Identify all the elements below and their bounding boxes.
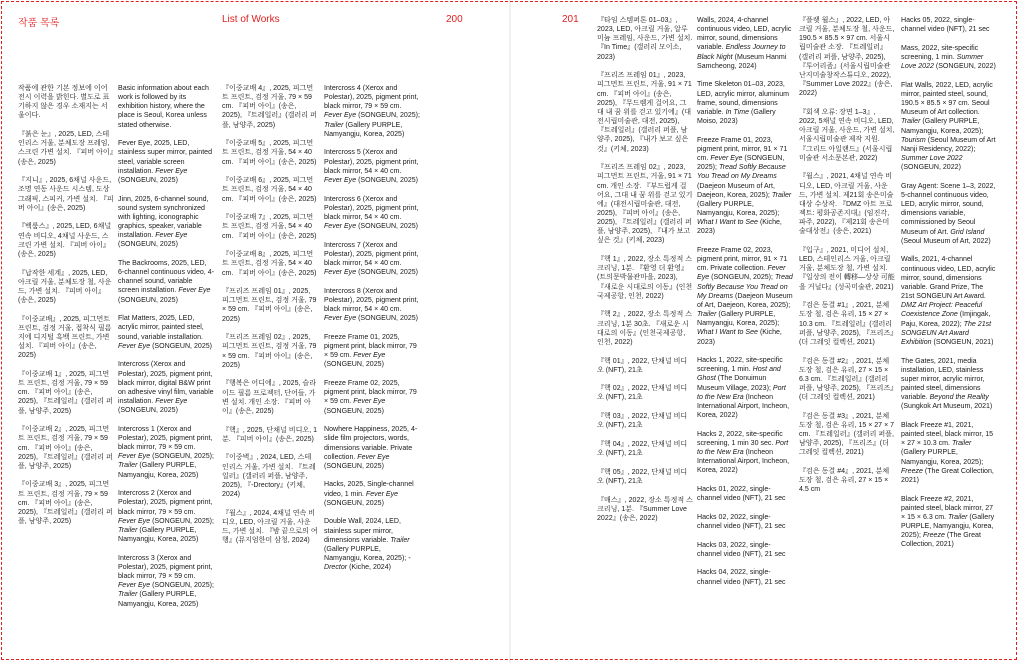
entry-text: The Gates, 2021, media installation, LED, stainless super mirror, acrylic mirror, painted steel, dimensions variable.: [901, 357, 985, 402]
work-entry: [597, 16, 693, 62]
entry-text: (Kiche, 2024): [347, 564, 391, 572]
column-english-4: [901, 16, 997, 559]
entry-text: 『핵 02』, 2022, 단채널 비디오 (NFT), 21초: [597, 385, 688, 402]
entry-text: (The Donuimun Museum Village, 2023);: [697, 375, 773, 392]
entry-text: (Gallery PURPLE, Namyangju, Korea, 2025);: [324, 545, 409, 563]
entry-text: Flat Walls, 2022, LED, acrylic mirror, painted steel, sound, 190.5 × 85.5 × 97 cm. Seoul Museum of Art collection.: [901, 81, 993, 117]
entry-text: Intercross 3 (Xerox and Polestar), 2025, pigment print, black mirror, 79 × 59 cm.: [118, 554, 213, 581]
section-title-korean: 작품 목록: [18, 18, 60, 29]
exhibition-title: Fever Eye: [697, 265, 786, 282]
exhibition-title: Summer Love 2022: [901, 53, 984, 71]
exhibition-title: Trailer: [324, 121, 344, 129]
work-entry: [18, 176, 114, 213]
entry-text: 『지니』, 2025, 6채널 사운드, 조명 연동 사운드 시스템, 도상 그래픽, 스피커, 가변 설치. 『피버 아이』(송은, 2025): [18, 177, 114, 212]
entry-text: 『프리즈 프레임 01』, 2025, 피그먼트 프린트, 검정 거울, 79 × 59 cm. 『피버 아이』(송은, 2025): [222, 288, 317, 323]
entry-text: (SONGEUN, 2025);: [150, 582, 214, 590]
entry-text: Jinn, 2025, 6-channel sound, sound system synchronized with lighting, iconographic graphics, speaker, variable installation.: [118, 195, 209, 240]
exhibition-title: Fever Eye: [155, 398, 188, 406]
work-entry: [697, 246, 793, 347]
work-entry: [324, 333, 420, 370]
work-entry: [18, 370, 114, 416]
work-entry: [799, 16, 895, 98]
exhibition-title: Fever Eye: [353, 352, 386, 360]
exhibition-title: Fever Eye: [365, 490, 399, 498]
entry-text: (SONGEUN, 2025);: [356, 112, 420, 120]
entry-text: (Sungkok Art Museum, 2021): [901, 403, 993, 411]
entry-text: (Imjingak, Paju, Korea, 2022);: [901, 311, 991, 328]
entry-text: 『이중교배 2』, 2025, 피그먼트 프린트, 검정 거울, 79 × 59 cm. 『피버 아이』(송은, 2025), 『트레일러』(갤러리 퍼플, 남양주, 2025): [18, 426, 113, 470]
work-entry: [799, 172, 895, 236]
work-entry: [18, 84, 114, 121]
exhibition-title: Fever Eye: [353, 398, 386, 406]
work-entry: [324, 241, 420, 278]
entry-text: Hacks 01, 2022, single-channel video (NFT), 21 sec: [697, 486, 786, 503]
work-entry: [118, 314, 214, 351]
entry-text: 『이중교배 1』, 2025, 피그먼트 프린트, 검정 거울, 79 × 59 cm. 『피버 아이』(송은, 2025), 『트레일러』(갤러리 퍼플, 남양주, 2025): [18, 370, 113, 415]
exhibition-title: Fever Eye: [118, 453, 151, 461]
entry-text: Hacks, 2025, Single-channel video, 1 min.: [324, 481, 414, 498]
work-entry: [799, 246, 895, 292]
work-entry: [18, 130, 114, 167]
entry-text: (SONGEUN, 2025);: [709, 274, 775, 282]
entry-text: (SONGEUN, 2025): [356, 269, 418, 277]
work-entry: [697, 430, 793, 476]
work-entry: [324, 195, 420, 232]
entry-text: Intercross 1 (Xerox and Polestar), 2025, pigment print, black mirror, 79 × 59 cm.: [118, 425, 213, 452]
work-entry: [901, 495, 997, 550]
entry-text: Mass, 2022, site-specific screening, 1 min.: [901, 44, 979, 61]
work-entry: [799, 467, 895, 494]
entry-text: Intercross 5 (Xerox and Polestar), 2025, pigment print, black mirror, 54 × 40 cm.: [324, 149, 419, 175]
work-entry: [118, 195, 214, 250]
entry-text: (Seoul Museum of Art Nanji Residency, 2022);: [901, 136, 996, 153]
work-entry: [799, 108, 895, 163]
entry-text: Time Skeleton 01–03, 2023, LED, acrylic mirror, aluminum frame, sound, dimensions variable.: [697, 81, 790, 116]
entry-text: 『검은 동결 #3』, 2021, 분체도장 철, 검은 유리, 15 × 27 × 7 cm. 『트레일러』(갤러리 퍼플, 남양주, 2025), 『프리즈』(더 그레잇 컬렉션, 2021): [799, 412, 895, 457]
work-entry: [324, 425, 420, 471]
entry-text: (Gallery PURPLE, Namyangju, Korea, 2025);: [901, 449, 984, 466]
entry-text: (Gallery PURPLE, Namyangju, Korea, 2025): [118, 526, 199, 544]
entry-text: (SONGEUN, 2021): [931, 338, 994, 346]
exhibition-title: Fever Eye: [357, 453, 390, 461]
entry-text: 『검은 동결 #2』, 2021, 분체도장 철, 검은 유리, 27 × 15 × 6.3 cm. 『트레일러』(갤러리 퍼플, 남양주, 2025), 『프리즈』(더 그레잇 컬렉션, 2021): [799, 357, 894, 402]
entry-text: 『핵 2』, 2022, 장소 특정적 스크리닝, 1분 30초. 『새로운 시대로의 이동』(인천국제공항, 인천, 2022): [597, 311, 693, 346]
work-entry: [118, 259, 214, 305]
work-entry: [222, 379, 318, 416]
exhibition-title: Fever Eye: [324, 112, 357, 120]
work-entry: [901, 44, 997, 71]
work-entry: [18, 269, 114, 306]
exhibition-title: Fever Eye: [178, 287, 211, 295]
entry-text: (SONGEUN, 2025): [324, 407, 384, 415]
work-entry: [18, 315, 114, 361]
entry-text: Intercross 8 (Xerox and Polestar), 2025, pigment print, black mirror, 54 × 40 cm.: [324, 287, 419, 314]
entry-text: Freeze Frame 01, 2023, pigment print, mirror, 91 × 71 cm.: [697, 136, 788, 163]
exhibition-title: Port to the New Era: [697, 384, 786, 401]
column-korean-1: [18, 84, 114, 536]
entry-text: 『백룸스』, 2025, LED, 6채널 연속 비디오, 4채널 사운드, 스크린 가변 설치. 『피버 아이』(송은, 2025): [18, 223, 112, 258]
exhibition-title: Tourism: [901, 136, 926, 144]
work-entry: [597, 163, 693, 245]
entry-text: 『납작한 세계』, 2025, LED, 아크릴 거울, 분체도장 철, 사운드, 가변 설치. 『피버 아이』(송은, 2025): [18, 269, 112, 304]
work-entry: [222, 250, 318, 277]
entry-text: 『이중교배 6』, 2025, 피그먼트 프린트, 검정 거울, 54 × 40 cm. 『피버 아이』(송은, 2025): [222, 177, 317, 203]
entry-text: (SONGEUN, 2025): [324, 499, 384, 507]
work-entry: [324, 287, 420, 324]
work-entry: [697, 356, 793, 420]
entry-text: 『플랫 월스』, 2022, LED, 아크릴 거울, 분체도장 철, 사운드, 190.5 × 85.5 × 97 cm. 서울시립미술관 소장. 『트레일러』(갤러리 퍼플, 남양주, 2025), 『투어리즘』(서울시립미술관 난지미술창작스튜디오, 2022), 『Summer Love 2022』(송은, 2022): [799, 17, 895, 98]
entry-text: Flat Matters, 2025, LED, acrylic mirror, painted steel, sound, variable installation.: [118, 315, 204, 341]
exhibition-title: Tread Softly Because You Tread on My Dreams: [697, 274, 793, 300]
entry-text: (SONGEUN, 2025): [324, 462, 384, 470]
entry-text: 『이중교배』, 2025, 피그먼트 프린트, 검정 거울, 접착식 필름지에 디지털 흑백 프린트, 가변 설치. 『피버 아이』(송은, 2025): [18, 315, 112, 360]
work-entry: [118, 489, 214, 544]
work-entry: [324, 84, 420, 139]
entry-text: (Museum Hanmi Samcheong, 2024): [697, 53, 787, 70]
entry-text: (Gallery PURPLE, Namyangju, Korea, 2025): [118, 591, 199, 608]
entry-text: Intercross 4 (Xerox and Polestar), 2025, pigment print, black mirror, 79 × 59 cm.: [324, 85, 419, 111]
exhibition-title: Grid Island: [950, 228, 985, 236]
entry-text: (SONGEUN, 2025): [150, 342, 212, 350]
entry-text: (Gallery PURPLE, Namyangju, Korea, 2025);: [901, 513, 995, 540]
work-entry: [597, 310, 693, 347]
entry-text: Black Freeze #2, 2021, painted steel, black mirror, 27 × 15 × 6.3 cm.: [901, 495, 994, 521]
work-entry: [222, 453, 318, 499]
work-entry: [18, 480, 114, 526]
entry-text: 『이중교배 5』, 2025, 피그먼트 프린트, 검정 거울, 54 × 40 cm. 『피버 아이』(송은, 2025): [222, 140, 317, 166]
entry-text: (Incheon International Airport, Incheon, Korea, 2022): [697, 449, 790, 475]
entry-text: (Gallery PURPLE, Namyangju, Korea, 2025): [324, 121, 405, 138]
entry-text: (The Great Collection, 2021): [901, 467, 994, 484]
entry-text: (SONGEUN, 2025): [118, 296, 178, 304]
entry-text: 『핵 03』, 2022, 단채널 비디오 (NFT), 21초: [597, 413, 688, 430]
entry-text: (SONGEUN, 2025);: [697, 155, 785, 172]
work-entry: [222, 509, 318, 546]
exhibition-title: Fever Eye: [710, 155, 743, 163]
entry-text: 『월스』, 2024, 4채널 연속 비디오, LED, 아크릴 거울, 사운드, 가변 설치. 『밤 끝으로의 여행』(뮤지엄한미 삼청, 2024): [222, 509, 318, 545]
entry-text: Walls, 2024, 4-channel continuous video, LED, acrylic mirror, sound, dimensions variable.: [697, 17, 792, 52]
work-entry: [18, 425, 114, 471]
work-entry: [597, 412, 693, 430]
exhibition-title: Host and Ghost: [697, 366, 781, 383]
entry-text: 『이중교배 8』, 2025, 피그먼트 프린트, 검정 거울, 54 × 40 cm. 『피버 아이』(송은, 2025): [222, 251, 317, 277]
work-entry: [222, 333, 318, 370]
column-english-3: [697, 16, 793, 596]
entry-text: (Gallery Moiso, 2023): [697, 108, 776, 126]
entry-text: 『핵 04』, 2022, 단채널 비디오 (NFT), 21초: [597, 440, 688, 458]
work-entry: [697, 485, 793, 503]
entry-text: (SONGEUN, 2025): [118, 407, 178, 415]
work-entry: [222, 213, 318, 240]
entry-text: (Gallery PURPLE, Namyangju, Korea, 2025);: [697, 200, 780, 217]
entry-text: Freeze Frame 02, 2023, pigment print, mirror, 91 × 71 cm. Private collection.: [697, 246, 788, 273]
entry-text: (SONGEUN, 2025);: [150, 453, 214, 461]
exhibition-title: Fever Eye: [324, 315, 357, 323]
entry-text: (Seoul Museum of Art, 2022): [901, 237, 991, 245]
work-entry: [799, 357, 895, 403]
work-entry: [222, 139, 318, 166]
work-entry: [799, 301, 895, 347]
exhibition-title: Summer Love 2022: [901, 155, 963, 163]
entry-text: Intercross 2 (Xerox and Polestar), 2025, pigment print, black mirror, 79 × 59 cm.: [118, 490, 213, 516]
column-english-2: [324, 84, 420, 582]
entry-text: (SONGEUN, 2025): [324, 361, 384, 369]
entry-text: 『핵』, 2025, 단채널 비디오, 1분. 『피버 아이』(송은, 2025): [222, 426, 318, 443]
entry-text: Fever Eye, 2025, LED, stainless super mirror, painted steel, variable screen installation.: [118, 140, 213, 175]
exhibition-title: Fever Eye: [118, 517, 151, 525]
exhibition-title: Trailer: [118, 591, 138, 599]
work-entry: [901, 255, 997, 347]
entry-text: Hacks 05, 2022, single-channel video (NFT), 21 sec: [901, 17, 990, 34]
exhibition-title: Trailer: [118, 462, 138, 470]
entry-text: 『입구』, 2021, 미디어 설치, LED, 스테인리스 거울, 아크릴 거울, 분체도장 철, 가변 설치. 『일상의 전이 轉移—상상 可能을 거닐다』(성곡미술관, 2021): [799, 246, 895, 291]
exhibition-title: Port to the New Era: [697, 439, 789, 457]
entry-text: (Gallery PURPLE, Namyangju, Korea, 2025);: [901, 118, 984, 135]
entry-text: 『핵 1』, 2022, 장소 특정적 스크리닝, 1분. 『환영 더 환영』(트의문박물관마을, 2023), 『새로운 시대로의 이동』(인천국제공항, 인천, 2022): [597, 256, 693, 300]
entry-text: (Daejeon Museum of Art, Daejeon, Korea, 2025);: [697, 292, 793, 309]
entry-text: 『프리즈 프레임 02』, 2023, 피그먼트 프린트, 거울, 91 × 71 cm. 개인 소장. 『부드럽게 걸어요, 그대 내 꿈 위를 걷고 있기에』(대전시립미술관, 대전, 2025), 『피버 아이』(송은, 2025), 『트레일러』(갤러리 퍼플, 남양주, 2025), 『내가 보고 싶은 것』(키체, 2023): [597, 164, 693, 245]
exhibition-title: Fever Eye: [118, 342, 151, 350]
column-korean-2: [222, 84, 318, 555]
entry-text: (SONGEUN, 2022): [901, 164, 961, 172]
entry-text: Black Freeze #1, 2021, painted steel, black mirror, 15 × 27 × 10.3 cm.: [901, 421, 994, 448]
work-entry: [222, 84, 318, 130]
exhibition-title: What I Want to See: [697, 329, 758, 337]
entry-text: (SONGEUN, 2025): [356, 223, 418, 231]
column-english-1: [118, 84, 214, 618]
entry-text: Hacks 02, 2022, single-channel video (NFT), 21 sec: [697, 513, 786, 530]
exhibition-title: Fever Eye: [324, 223, 357, 231]
entry-text: 작품에 관한 기본 정보에 이어 전시 이력을 밝힌다. 별도로 표기하지 않은 경우 소재지는 서울이다.: [18, 85, 110, 120]
work-entry: [324, 148, 420, 185]
page-number-right: 201: [562, 14, 579, 25]
exhibition-title: Freeze: [901, 467, 923, 475]
entry-text: Freeze Frame 01, 2025, pigment print, black mirror, 79 × 59 cm.: [324, 333, 417, 360]
work-entry: [222, 176, 318, 203]
entry-text: Intercross 6 (Xerox and Polestar), 2025, pigment print, black mirror, 54 × 40 cm.: [324, 195, 419, 221]
work-entry: [901, 16, 997, 34]
exhibition-title: Trailer: [901, 118, 921, 126]
entry-text: (Incheon International Airport, Incheon, Korea, 2022): [697, 393, 790, 420]
entry-text: (SONGEUN, 2025);: [150, 517, 214, 525]
entry-text: 『붉은 눈』, 2025, LED, 스테인리스 거울, 분체도장 프레임, 스크린 가변 설치. 『피버 아이』(송은, 2025): [18, 131, 114, 166]
column-korean-3: [597, 16, 693, 533]
work-entry: [799, 412, 895, 458]
entry-text: 『회색 오류: 장면 1–3』, 2022, 5채널 연속 비디오, LED, 아크릴 거울, 사운드, 가변 설치, 서울시립미술관 제작 지원. 『그리드 아일랜드』(서울시립미술관 서소문본관, 2022): [799, 108, 895, 162]
exhibition-title: Trailer: [118, 526, 138, 534]
entry-text: Intercross (Xerox and Polestar), 2025, pigment print, black mirror, digital B&W print on adhesive vinyl film, variable installation.: [118, 361, 214, 406]
work-entry: [118, 554, 214, 609]
entry-text: (SONGEUN, 2025): [118, 241, 178, 249]
work-entry: [901, 182, 997, 246]
entry-text: 『검은 동결 #1』, 2021, 분체도장 철, 검은 유리, 15 × 27 × 10.3 cm. 『트레일러』(갤러리 퍼플, 남양주, 2025), 『프리즈』(더 그레잇 컬렉션, 2021): [799, 302, 894, 346]
entry-text: (Kiche, 2023): [697, 329, 782, 346]
page-number-left: 200: [446, 14, 463, 25]
work-entry: [697, 80, 793, 126]
exhibition-title: Fever Eye: [155, 167, 188, 175]
work-entry: [597, 255, 693, 301]
entry-text: Freeze Frame 02, 2025, pigment print, black mirror, 79 × 59 cm.: [324, 380, 417, 406]
exhibition-title: Trailer: [951, 440, 972, 448]
section-title-english: List of Works: [222, 14, 280, 25]
work-entry: [597, 440, 693, 458]
work-entry: [597, 468, 693, 486]
exhibition-title: The 21st SONGEUN Art Award Exhibition: [901, 320, 992, 346]
entry-text: Nowhere Happiness, 2025, 4-slide film projectors, words, dimensions variable. Private collection.: [324, 426, 418, 461]
entry-text: 『이중벽』, 2024, LED, 스테인리스 거울, 가변 설치. 『트레일러』(갤러리 퍼플, 남양주, 2025), 『-Drectory』(키체, 2024): [222, 454, 316, 498]
exhibition-title: Trailer: [390, 536, 410, 544]
entry-text: 『매스』, 2022, 장소 특정적 스크리닝, 1분. 『Summer Love 2022』(송은, 2022): [597, 496, 693, 522]
entry-text: Hacks 03, 2022, single-channel video (NFT), 21 sec: [697, 541, 786, 558]
work-entry: [597, 384, 693, 402]
work-entry: [222, 426, 318, 444]
work-entry: [901, 357, 997, 412]
exhibition-title: Fever Eye: [324, 176, 357, 184]
exhibition-title: Endless Journey to Black Night: [697, 44, 786, 61]
work-entry: [118, 425, 214, 480]
entry-text: 『이중교배 4』, 2025, 피그먼트 프린트, 검정 거울, 79 × 59 cm. 『피버 아이』(송은, 2025), 『트레일러』(갤러리 퍼플, 남양주, 2025): [222, 85, 317, 129]
exhibition-title: DMZ Art Project: Peaceful Coexistence Zone: [901, 302, 983, 319]
column-korean-4: [799, 16, 895, 504]
entry-text: 『타임 스템퍼톤 01–03』, 2023, LED, 아크릴 거울, 알루미늄 프레임, 사운드, 가변 설치. 『In Time』(갤러리 모이소, 2023): [597, 17, 693, 61]
exhibition-title: Beyond the Reality: [929, 394, 989, 402]
work-entry: [324, 379, 420, 416]
entry-text: (SONGEUN, 2025): [118, 176, 178, 184]
work-entry: [597, 496, 693, 523]
work-entry: [597, 71, 693, 153]
entry-text: 『이중교배 7』, 2025, 피그먼트 프린트, 검정 거울, 54 × 40 cm. 『피버 아이』(송은, 2025): [222, 214, 317, 240]
entry-text: (SONGEUN, 2025): [356, 176, 418, 184]
work-entry: [18, 222, 114, 259]
exhibition-title: Trailer: [771, 191, 792, 199]
work-entry: [222, 287, 318, 324]
exhibition-title: -Drector: [324, 555, 411, 572]
entry-text: Hacks 2, 2022, site-specific screening, 1 min 30 sec.: [697, 430, 783, 447]
entry-text: (Daejeon Museum of Art, Daejeon, Korea, 2025);: [697, 182, 775, 199]
exhibition-title: What I Want to See: [697, 219, 758, 227]
entry-text: 『이중교배 3』, 2025, 피그먼트 프린트, 검정 거울, 79 × 59 cm. 『피버 아이』(송은, 2025), 『트레일러』(갤러리 퍼플, 남양주, 2025): [18, 481, 113, 526]
entry-text: Basic information about each work is followed by its exhibition history, where the place is Seoul, Korea unless stated otherwise.: [118, 85, 209, 129]
entry-text: (The Great Collection, 2021): [901, 532, 981, 549]
entry-text: 『핵 05』, 2022, 단채널 비디오 (NFT), 21초: [597, 468, 688, 485]
entry-text: Hacks 04, 2022, single-channel video (NFT), 21 sec: [697, 569, 786, 586]
work-entry: [118, 139, 214, 185]
entry-text: Double Wall, 2024, LED, stainless super mirror, dimensions variable.: [324, 518, 401, 544]
work-entry: [901, 81, 997, 173]
entry-text: 『핵 01』, 2022, 단채널 비디오 (NFT), 21초: [597, 357, 688, 374]
entry-text: The Backrooms, 2025, LED, 6-channel continuous video, 4-channel sound, variable screen installation.: [118, 260, 214, 295]
entry-text: 『프리즈 프레임 02』, 2025, 피그먼트 프린트, 검정 거울, 79 × 59 cm. 『피버 아이』(송은, 2025): [222, 334, 317, 369]
entry-text: 『검은 동결 #4』, 2021, 분체도장 철, 검은 유리, 27 × 15 × 4.5 cm: [799, 468, 890, 494]
work-entry: [697, 568, 793, 586]
entry-text: (Gallery PURPLE, Namyangju, Korea, 2025): [118, 462, 199, 479]
entry-text: (Kiche, 2023): [697, 219, 782, 236]
work-entry: [697, 513, 793, 531]
entry-text: Gray Agent: Scene 1–3, 2022, 5-channel continuous video, LED, acrylic mirror, sound, dimensions variable, commissioned by Seoul Museum of Art.: [901, 182, 996, 236]
exhibition-title: In Time: [725, 108, 750, 116]
entry-text: (Gallery PURPLE, Namyangju, Korea, 2025);: [697, 311, 780, 328]
exhibition-title: Fever Eye: [324, 269, 357, 277]
exhibition-title: Trailer: [948, 513, 968, 521]
exhibition-title: Trailer: [697, 311, 717, 319]
entry-text: 『프리즈 프레임 01』, 2023, 피그먼트 프린트, 거울, 91 × 71 cm. 『피버 아이』(송은, 2025), 『무드렘게 걸어요, 그대 내 꿈 위를 걷고 있기에』(대전시립미술관, 대전, 2025), 『트레일러』(갤러리 퍼플, 남양주, 2025), 『내가 보고 싶은 것』(키체, 2023): [597, 72, 692, 153]
work-entry: [597, 357, 693, 375]
work-entry: [901, 421, 997, 485]
entry-text: 『월스』, 2021, 4채널 연속 비디오, LED, 아크릴 거울, 사운드, 가변 설치. 제21회 송은미술대상 수상작. 『DMZ 아트 프로젝트: 평화공존지대』(임진각, 파주, 2022), 『제21회 송은미술대상전』(송은, 2021): [799, 173, 894, 236]
work-entry: [697, 136, 793, 237]
entry-text: 『행복은 어디에』, 2025, 슬라이드 필름 프로젝터, 단어들, 가변 설치. 개인 소장. 『피버 아이』(송은, 2025): [222, 380, 317, 415]
work-entry: [697, 541, 793, 559]
work-entry: [118, 84, 214, 130]
entry-text: Intercross 7 (Xerox and Polestar), 2025, pigment print, black mirror, 54 × 40 cm.: [324, 241, 419, 267]
exhibition-title: Freeze: [922, 532, 945, 540]
work-entry: [118, 360, 214, 415]
exhibition-title: Fever Eye: [118, 582, 151, 590]
entry-text: (SONGEUN, 2022): [933, 63, 996, 71]
entry-text: (SONGEUN, 2025): [356, 315, 418, 323]
right-page: [510, 0, 1020, 663]
entry-text: Walls, 2021, 4-channel continuous video, LED, acrylic mirror, sound, dimensions variable. Grand Prize, The 21st SONGEUN Art Award.: [901, 256, 996, 301]
work-entry: [324, 480, 420, 507]
work-entry: [324, 517, 420, 572]
exhibition-title: Fever Eye: [155, 232, 188, 240]
entry-text: Hacks 1, 2022, site-specific screening, 1 min.: [697, 357, 783, 374]
exhibition-title: Tread Softly Because You Tread on My Dreams: [697, 164, 786, 181]
work-entry: [697, 16, 793, 71]
